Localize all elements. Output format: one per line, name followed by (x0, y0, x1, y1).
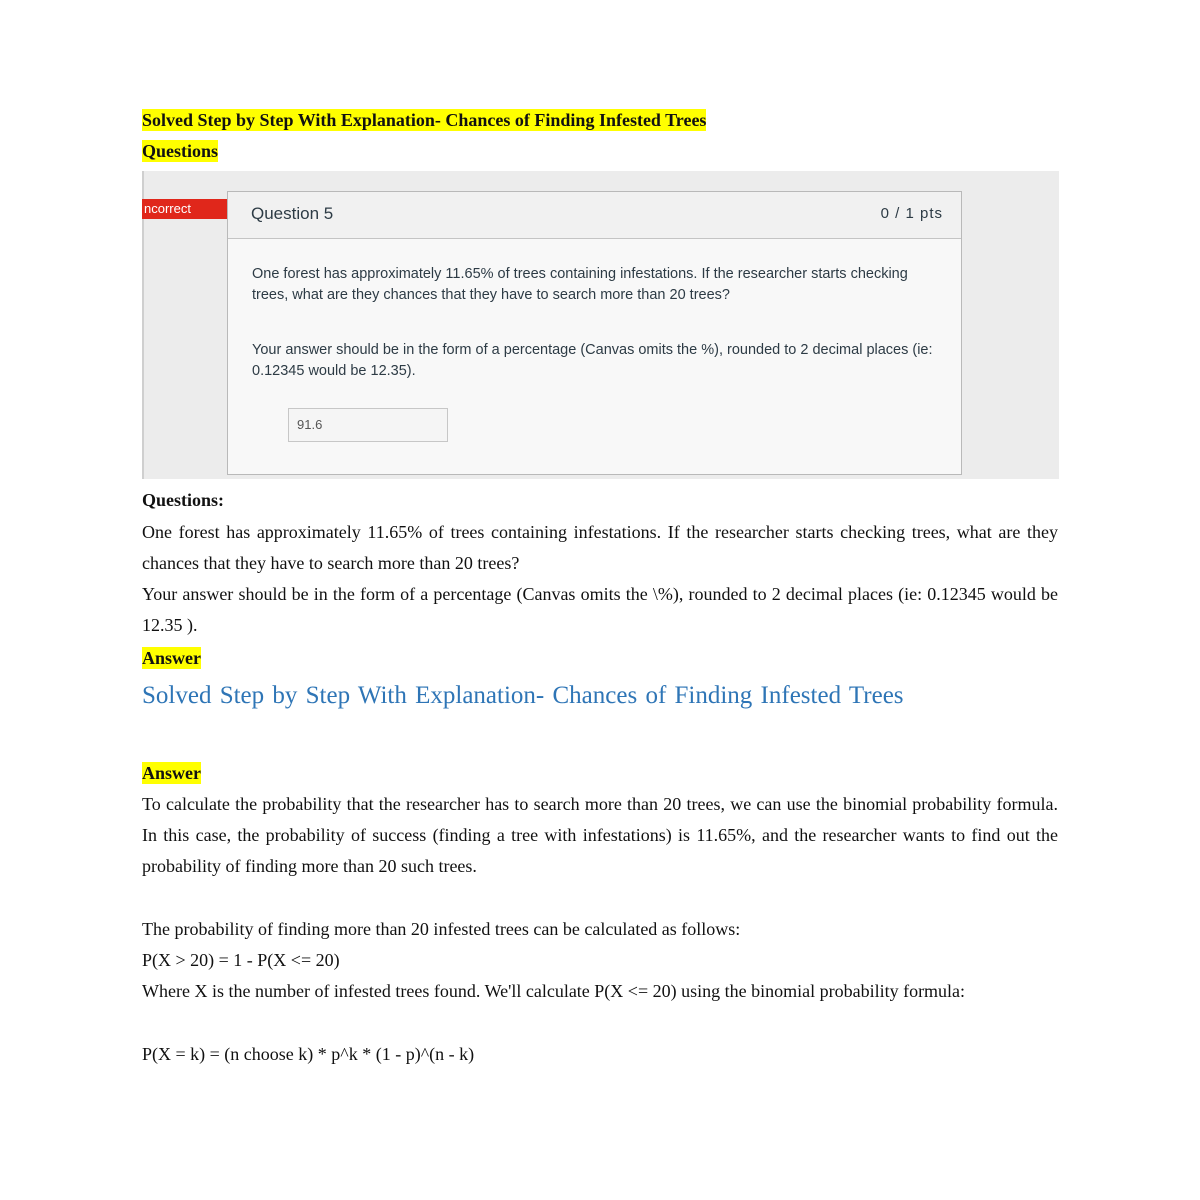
answer-input[interactable]: 91.6 (288, 408, 448, 442)
answer-label: Answer (142, 648, 201, 668)
probability-intro: The probability of finding more than 20 infested trees can be calculated as follows: (142, 919, 741, 939)
formula-complement: P(X > 20) = 1 - P(X <= 20) (142, 950, 340, 970)
answer-instructions: Your answer should be in the form of a percentage (Canvas omits the %), rounded to 2 decimal places (ie: 0.12345 would be 12.35). (252, 342, 933, 379)
incorrect-flag: ncorrect (142, 199, 232, 219)
question-title: Question 5 (251, 204, 334, 223)
question-text: One forest has approximately 11.65% of trees containing infestations. If the researcher starts checking trees, what are they chances that they have to search more than 20 trees? (252, 266, 908, 303)
instruction-paragraph: Your answer should be in the form of a percentage (Canvas omits the \%), rounded to 2 decimal places (ie: 0.12345 would be 12.35 ). (142, 584, 1058, 635)
answer-label: Answer (142, 763, 201, 783)
question-paragraph: One forest has approximately 11.65% of trees containing infestations. If the researcher starts checking trees, what are they chances that they have to search more than 20 trees? (142, 522, 1058, 573)
where-paragraph: Where X is the number of infested trees found. We'll calculate P(X <= 20) using the binomial probability formula: (142, 981, 966, 1001)
question-points: 0 / 1 pts (880, 205, 943, 222)
questions-label: Questions: (142, 490, 225, 510)
questions-heading: Questions (142, 141, 219, 161)
document-title: Solved Step by Step With Explanation- Chances of Finding Infested Trees (142, 110, 707, 130)
quiz-screenshot (142, 171, 1059, 479)
solution-link[interactable]: Solved Step by Step With Explanation- Chances of Finding Infested Trees (142, 682, 904, 709)
question-card (227, 191, 962, 475)
formula-binomial: P(X = k) = (n choose k) * p^k * (1 - p)^(n - k) (142, 1044, 475, 1064)
question-header (228, 192, 961, 239)
explanation-paragraph: To calculate the probability that the researcher has to search more than 20 trees, we can use the binomial probability formula. In this case, the probability of success (finding a tree with infestations) is 11.65%, and the researcher wants to find out the probability of finding more than 20 such trees. (142, 794, 1058, 876)
